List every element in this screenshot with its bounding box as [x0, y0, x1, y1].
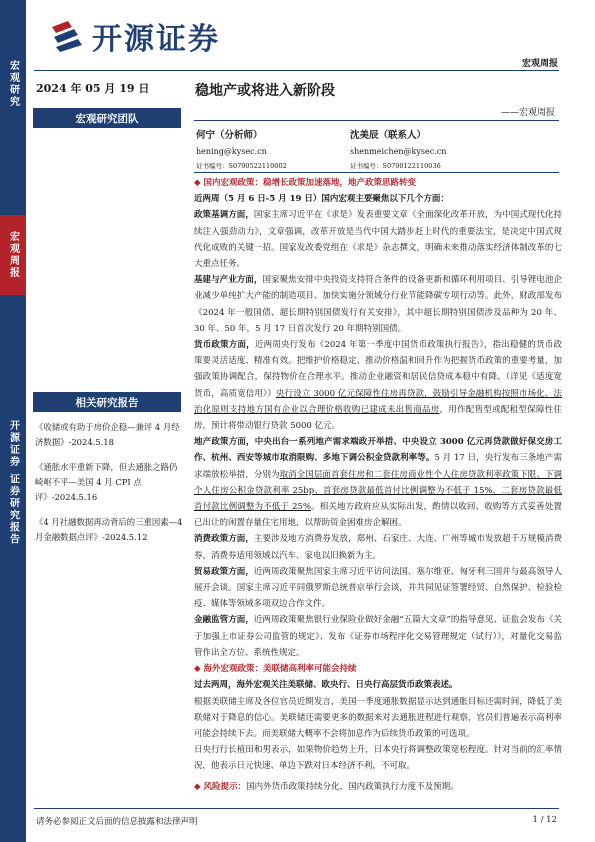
report-body: [194, 175, 562, 795]
para-trade: 贸易政策方面，近两周政策聚焦国家主席习近平访问法国、塞尔维亚、匈牙利三国并与最高领导人展开会谈。国家主席习近平同俄罗斯总统普京举行会谈，并共同见证签署经贸、自然保护、检验检疫、媒体等领域多项双边合作文件。: [194, 566, 562, 610]
page-subtitle: ——宏观周报: [500, 108, 555, 118]
side-label-top: [0, 60, 26, 130]
author-2: [350, 127, 446, 170]
para-monetary: 货币政策方面，近两周央行发布《2024 年第一季度中国货币政策执行报告》，指出稳健的货币政策要灵活适度、精准有效。把维护价格稳定、推动价格温和回升作为把握货币政策的重要考量，加强政策协调配合，保持物价在合理水平。推动企业融资和居民信贷成本稳中有降。（详见《适度宽货币，高质宽信用》）央行设立 3000 亿元保障性住房再贷款，鼓励引导金融机构按照市场化、法治化原则支持地方国有企业以合理价格收购已建成未出售商品房，用作配售型或配租型保障性住房，预计将带动银行贷款 5000 亿元。: [194, 340, 562, 432]
diamond-bullet-icon: ◆: [194, 178, 201, 188]
brand-name: 开源证券: [92, 22, 220, 57]
author-name: 何宁（分析师）: [196, 130, 263, 141]
para-boj: 日央行行长植田和男表示，如果物价趋势上升，日本央行将调整政策宽松程度。针对当前的汇率情况，他表示日元快速、单边下跌对日本经济不利，不可取。: [194, 745, 562, 772]
author-cert: 证书编号：S0790122110036: [350, 162, 441, 170]
section-intro: 近两周（5 月 6 日-5 月 19 日）国内宏观主要聚焦以下几个方面：: [194, 194, 449, 205]
side-label-bottom: [0, 420, 26, 570]
para-fed: 根据美联储主席及各位官员近期发言，美国一季度通胀数据显示达到通胀目标还需时间，降低了美联储对于降息的信心。美联储还需要更多的数据来对去通胀进程进行观察，官员们普遍表示高利率可能会持续下去。而美联储大概率不会将加息作为后续货币政策的可选项。: [194, 696, 562, 739]
related-list: [35, 420, 185, 555]
report-type: 宏观周报: [521, 59, 558, 69]
author-divider: [194, 172, 559, 173]
author-cert: 证书编号：S0790522110002: [196, 162, 287, 170]
side-label-mid: [0, 215, 26, 295]
author-name: 沈美辰（联系人）: [350, 130, 427, 141]
diamond-bullet-icon: ◆: [194, 664, 201, 675]
para-consumption: 消费政策方面，主要涉及地方消费券发放，郑州、石家庄、大连、广州等城市发放超千万规模消费券，消费券适用领域以汽车、家电以旧换新为主。: [194, 534, 562, 561]
author-1: [196, 127, 287, 170]
related-item[interactable]: 《4 月社融数据再动背后的三重因素—4 月金融数据点评》-2024.5.12: [35, 517, 183, 542]
footer-divider: [34, 808, 559, 809]
para-industry: 基建与产业方面，国家聚焦安排中央投资支持符合条件的设备更新和循环利用项目、引导锂电池企业减少单纯扩大产能的制造项目、加快实施分领域分行业节能降碳专项行动等。此外，财政部发布《2024 年一般国债、超长期特别国债发行有关安排》，其中超长期特别国债涉及品种为 20 年、30 年、50 年，5 月 17 日首次发行 20 年期特别国债。: [194, 275, 562, 334]
related-heading: 相关研究报告: [33, 392, 181, 412]
overseas-intro: 过去两周，海外宏观关注美联储、欧央行、日央行高层货币政策表述。: [194, 680, 458, 691]
title-divider: [194, 120, 559, 121]
author-email[interactable]: shenmeichen@kysec.cn: [350, 147, 447, 156]
section-heading-overseas: ◆ 海外宏观政策：美联储高利率可能会持续: [194, 664, 357, 675]
para-reform: 政策基调方面，国家主席习近平在《求是》发表重要文章《全面深化改革开放，为中国式现代化持续注入强劲动力》，文章强调，改革开放是当代中国大踏步赶上时代的重要法宝，是决定中国式现代化成败的关键一招。国家发改委党组在《求是》杂志撰文，明确未来推动落实经济体制改革的七大重点任务。: [194, 210, 562, 270]
related-item[interactable]: 《通胀水平重新下降，但去通胀之路仍崎岖不平—美国 4 月 CPI 点评》-2024.5.16: [35, 462, 178, 502]
header-divider: [34, 70, 559, 71]
side-label-mid-text: 宏观周报: [7, 231, 19, 279]
section-heading-domestic: ◆ 国内宏观政策：稳增长政策加速落地，地产政策思路转变: [194, 178, 417, 188]
side-label-bottom-text: 开源证券 证券研究报告: [7, 420, 19, 546]
diamond-bullet-icon: ◆: [194, 781, 201, 792]
team-label: 宏观研究团队: [33, 108, 181, 128]
footer-disclaimer: 请务必参阅正文后面的信息披露和法律声明: [36, 817, 198, 827]
para-finance: 金融监管方面，近两周政策聚焦银行业保险业做好金融“五篇大文章”的指导意见、证监会发布《关于加强上市证券公司监管的规定》、发布《证券市场程序化交易管理规定（试行）》，对量化交易监管作出全方位、系统性规定。: [194, 615, 562, 658]
para-realestate: 地产政策方面，中央出台一系列地产需求端政开举措、中央设立 3000 亿元再贷款做好保交房工作、杭州、西安等城市取消限购、多地下调公积金贷款利率等。5 月 17 日，央行发布三条地产需求端放松举措，分别为取消全国层面首套住房和二套住房商业性个人住房贷款利率政策下限、下调个人住房公积金贷款利率 25bp、首套房贷款最低首付比例调整为不低于 15%，二套房贷款最低首付款比例调整为不低于 25%。相关地方政府应从实际出发，酌情以收回、收购等方式妥善处置已出让的闲置存量住宅用地，以帮助资金困难房企解困。: [194, 437, 562, 529]
page-title: 稳地产或将进入新阶段: [195, 83, 335, 99]
risk-warning: ◆ 风险提示：国内外货币政策持续分化，国内政策执行力度不及预期。: [194, 781, 459, 792]
related-item[interactable]: 《收储或有助于房价企稳—兼评 4 月经济数据》-2024.5.18: [35, 422, 180, 447]
page-number: 1 / 12: [532, 815, 557, 825]
report-date: 2024 年 05 月 19 日: [36, 82, 150, 95]
brand-logo-icon: [50, 19, 84, 53]
author-email[interactable]: hening@kysec.cn: [196, 147, 267, 156]
side-label-top-text: 宏观研究: [7, 60, 19, 108]
brand-logo: [50, 14, 220, 58]
